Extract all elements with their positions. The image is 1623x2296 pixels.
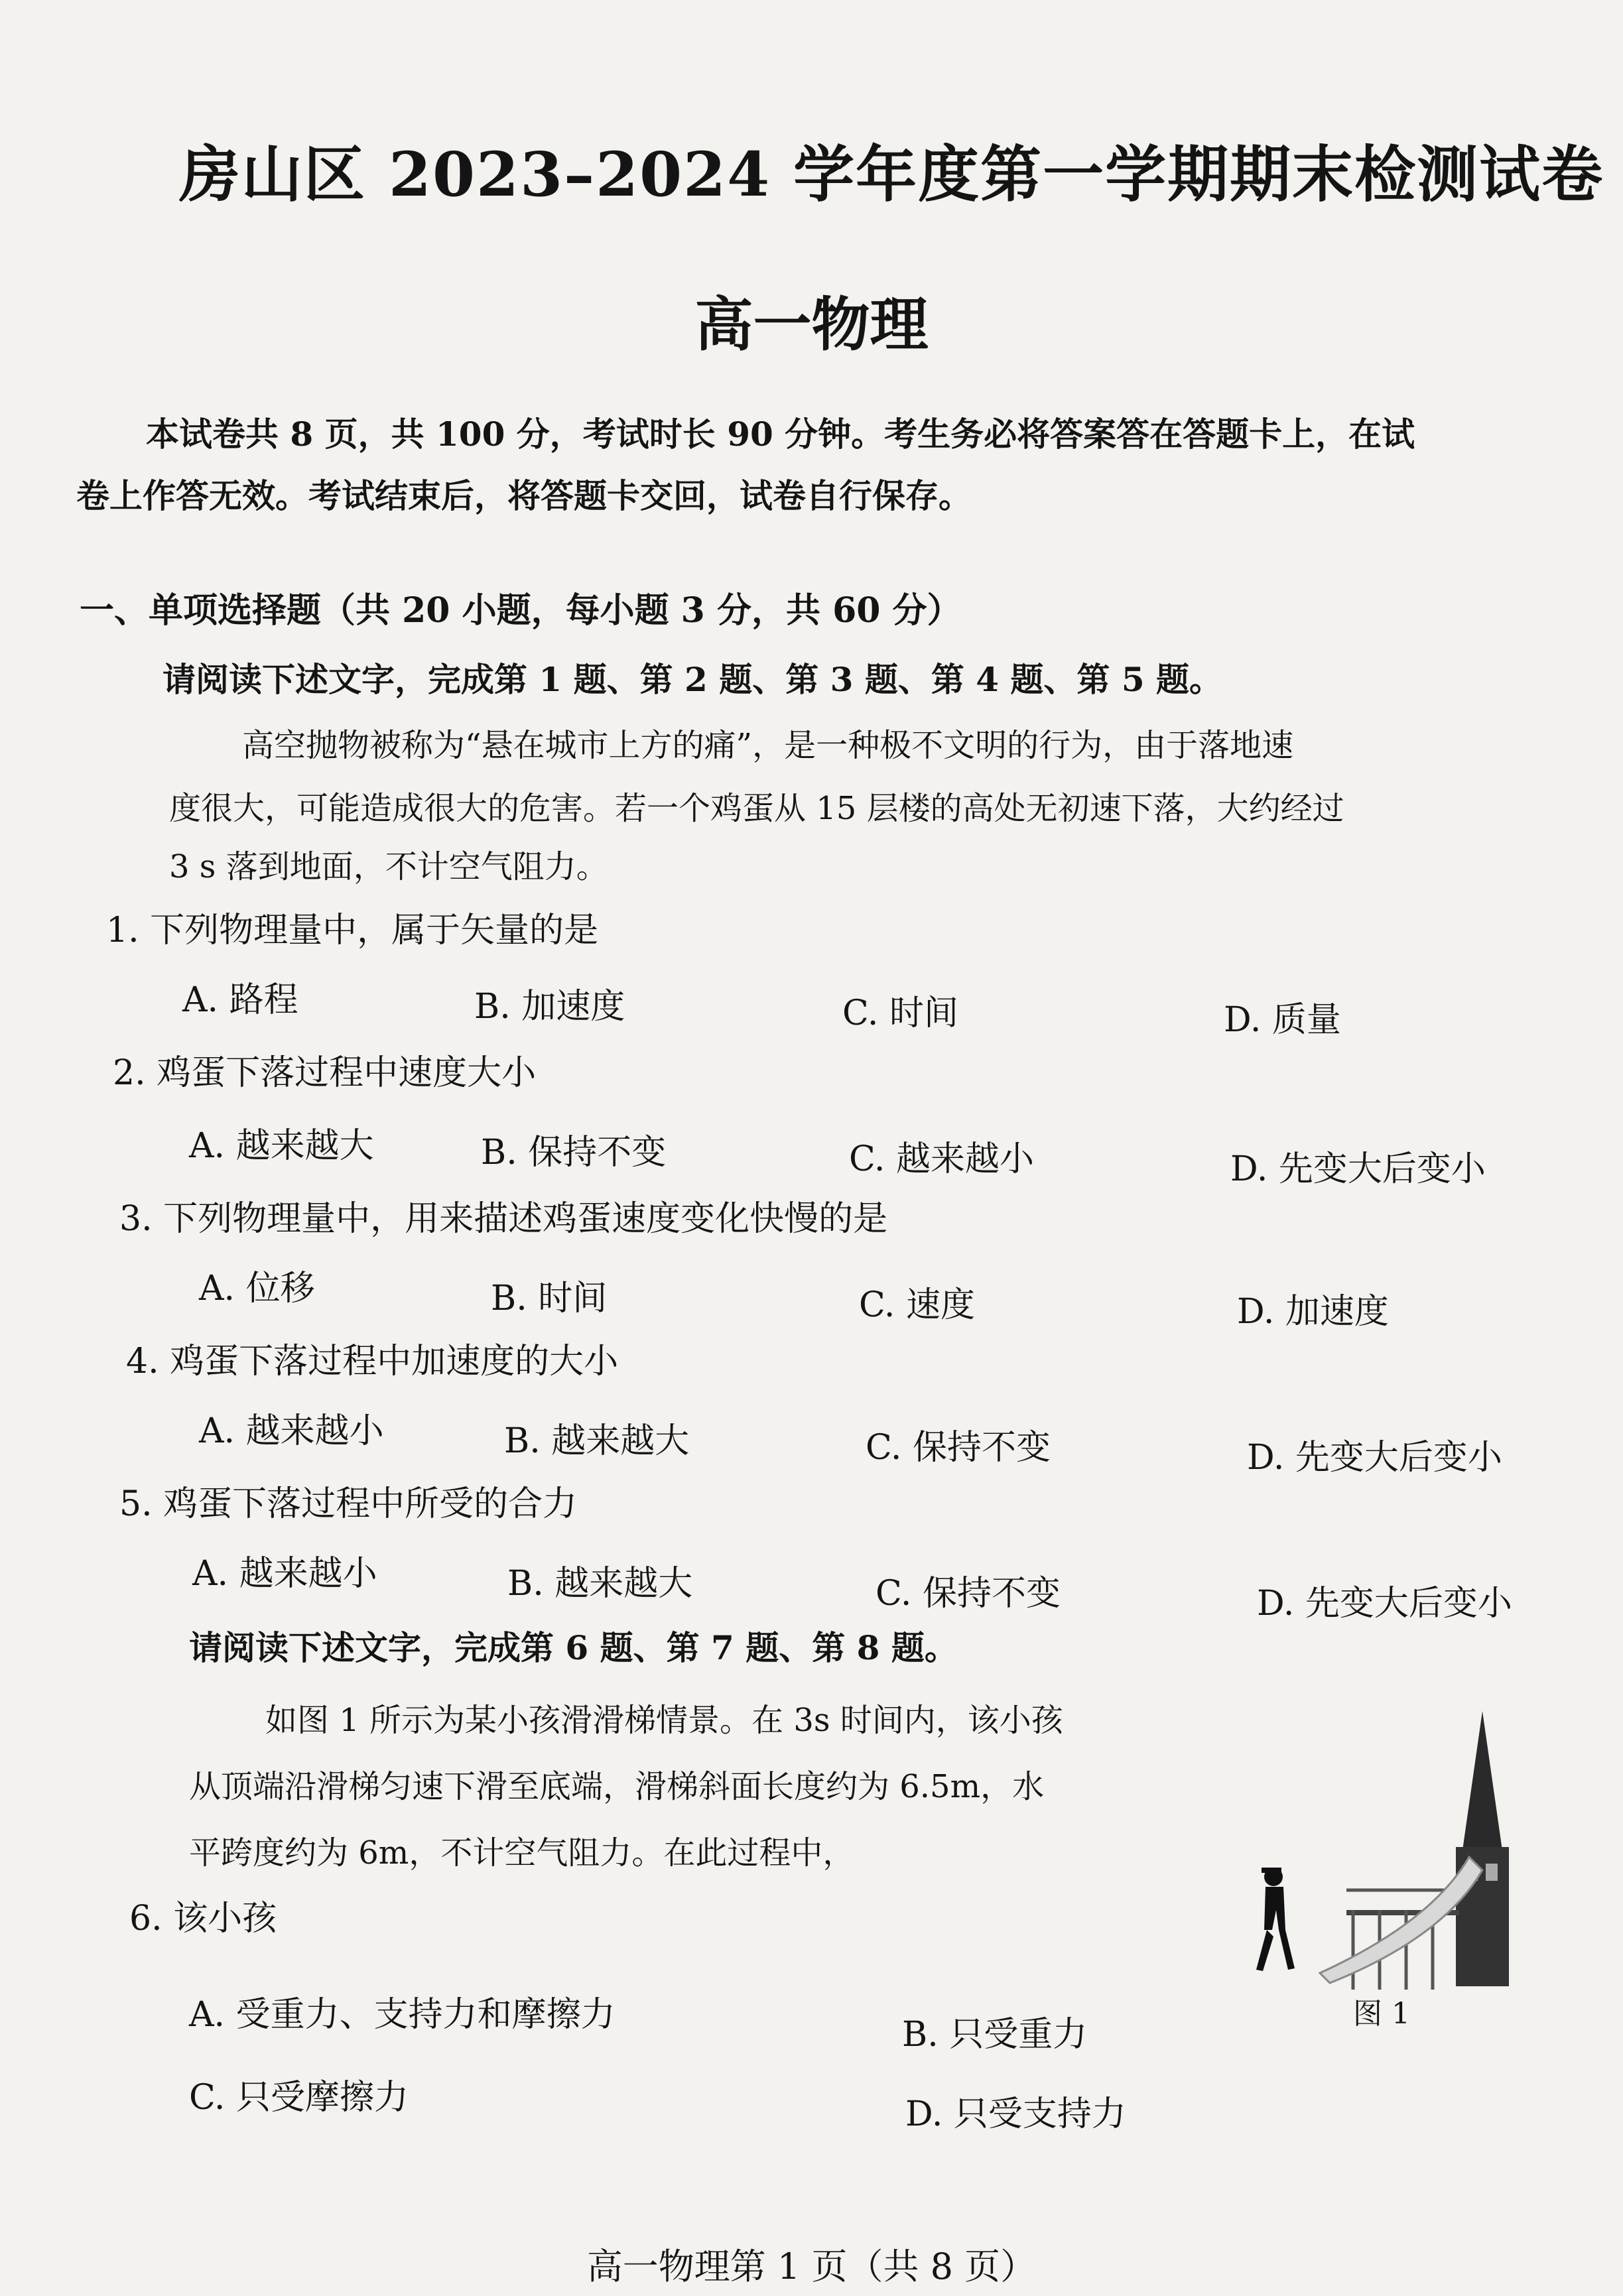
section-heading: 一、单项选择题（共 20 小题，每小题 3 分，共 60 分） [80, 590, 962, 631]
question-1-option-b[interactable]: B. 加速度 [474, 987, 625, 1027]
context-line-1: 高空抛物被称为“悬在城市上方的痛”，是一种极不文明的行为，由于落地速 [242, 727, 1294, 764]
question-6-option-b[interactable]: B. 只受重力 [902, 2015, 1088, 2055]
intro-line-1: 本试卷共 8 页，共 100 分，考试时长 90 分钟。考生务必将答案答在答题卡上，在试 [146, 415, 1415, 454]
question-5-option-c[interactable]: C. 保持不变 [876, 1574, 1061, 1614]
question-1-option-a[interactable]: A. 路程 [182, 980, 298, 1020]
question-6-option-a[interactable]: A. 受重力、支持力和摩擦力 [189, 1995, 616, 2035]
question-1-stem: 1. 下列物理量中，属于矢量的是 [106, 911, 599, 950]
question-2-option-d[interactable]: D. 先变大后变小 [1230, 1149, 1486, 1189]
question-2-option-b[interactable]: B. 保持不变 [481, 1133, 667, 1173]
question-6-option-d[interactable]: D. 只受支持力 [905, 2094, 1126, 2134]
question-4-option-c[interactable]: C. 保持不变 [866, 1428, 1051, 1468]
question-4-option-a[interactable]: A. 越来越小 [199, 1411, 384, 1451]
figure-caption: 图 1 [1353, 1997, 1410, 2031]
child-silhouette [1256, 1868, 1295, 1971]
slide-figure-image [1247, 1711, 1552, 2003]
question-4-option-d[interactable]: D. 先变大后变小 [1247, 1438, 1502, 1478]
question-2-stem: 2. 鸡蛋下落过程中速度大小 [113, 1053, 537, 1093]
question-6-option-c[interactable]: C. 只受摩擦力 [189, 2078, 409, 2118]
context-line-3: 3 s 落到地面，不计空气阻力。 [169, 848, 608, 885]
question-4-option-b[interactable]: B. 越来越大 [504, 1421, 690, 1461]
question-5-stem: 5. 鸡蛋下落过程中所受的合力 [119, 1484, 578, 1524]
question-3-stem: 3. 下列物理量中，用来描述鸡蛋速度变化快慢的是 [119, 1199, 888, 1239]
question-6-stem: 6. 该小孩 [129, 1899, 277, 1939]
question-2-option-c[interactable]: C. 越来越小 [849, 1139, 1034, 1179]
question-1-option-d[interactable]: D. 质量 [1224, 1000, 1341, 1040]
intro-line-2: 卷上作答无效。考试结束后，将答题卡交回，试卷自行保存。 [76, 476, 972, 515]
question-3-option-c[interactable]: C. 速度 [859, 1285, 975, 1325]
question-5-option-a[interactable]: A. 越来越小 [192, 1554, 377, 1594]
question-5-option-d[interactable]: D. 先变大后变小 [1257, 1584, 1512, 1624]
question-3-option-b[interactable]: B. 时间 [491, 1279, 608, 1318]
question-2-option-a[interactable]: A. 越来越大 [189, 1126, 374, 1166]
context2-line-2: 从顶端沿滑梯匀速下滑至底端，滑梯斜面长度约为 6.5m，水 [189, 1768, 1045, 1805]
tower-roof [1462, 1711, 1502, 1850]
context2-line-1: 如图 1 所示为某小孩滑滑梯情景。在 3s 时间内，该小孩 [265, 1702, 1063, 1739]
context2-line-3: 平跨度约为 6m，不计空气阻力。在此过程中， [189, 1834, 855, 1872]
question-5-option-b[interactable]: B. 越来越大 [507, 1564, 693, 1604]
question-4-stem: 4. 鸡蛋下落过程中加速度的大小 [126, 1342, 619, 1381]
context-line-2: 度很大，可能造成很大的危害。若一个鸡蛋从 15 层楼的高处无初速下落，大约经过 [169, 790, 1344, 827]
page-footer: 高一物理第 1 页（共 8 页） [586, 2246, 1037, 2287]
question-3-option-d[interactable]: D. 加速度 [1237, 1292, 1389, 1332]
exam-subject: 高一物理 [694, 290, 929, 359]
reading-instruction-2: 请阅读下述文字，完成第 6 题、第 7 题、第 8 题。 [189, 1628, 958, 1667]
exam-title: 房山区 2023–2024 学年度第一学期期末检测试卷 [179, 139, 1604, 210]
question-1-option-c[interactable]: C. 时间 [842, 993, 958, 1033]
reading-instruction-1: 请阅读下述文字，完成第 1 题、第 2 题、第 3 题、第 4 题、第 5 题。 [162, 660, 1223, 699]
question-3-option-a[interactable]: A. 位移 [199, 1269, 315, 1308]
